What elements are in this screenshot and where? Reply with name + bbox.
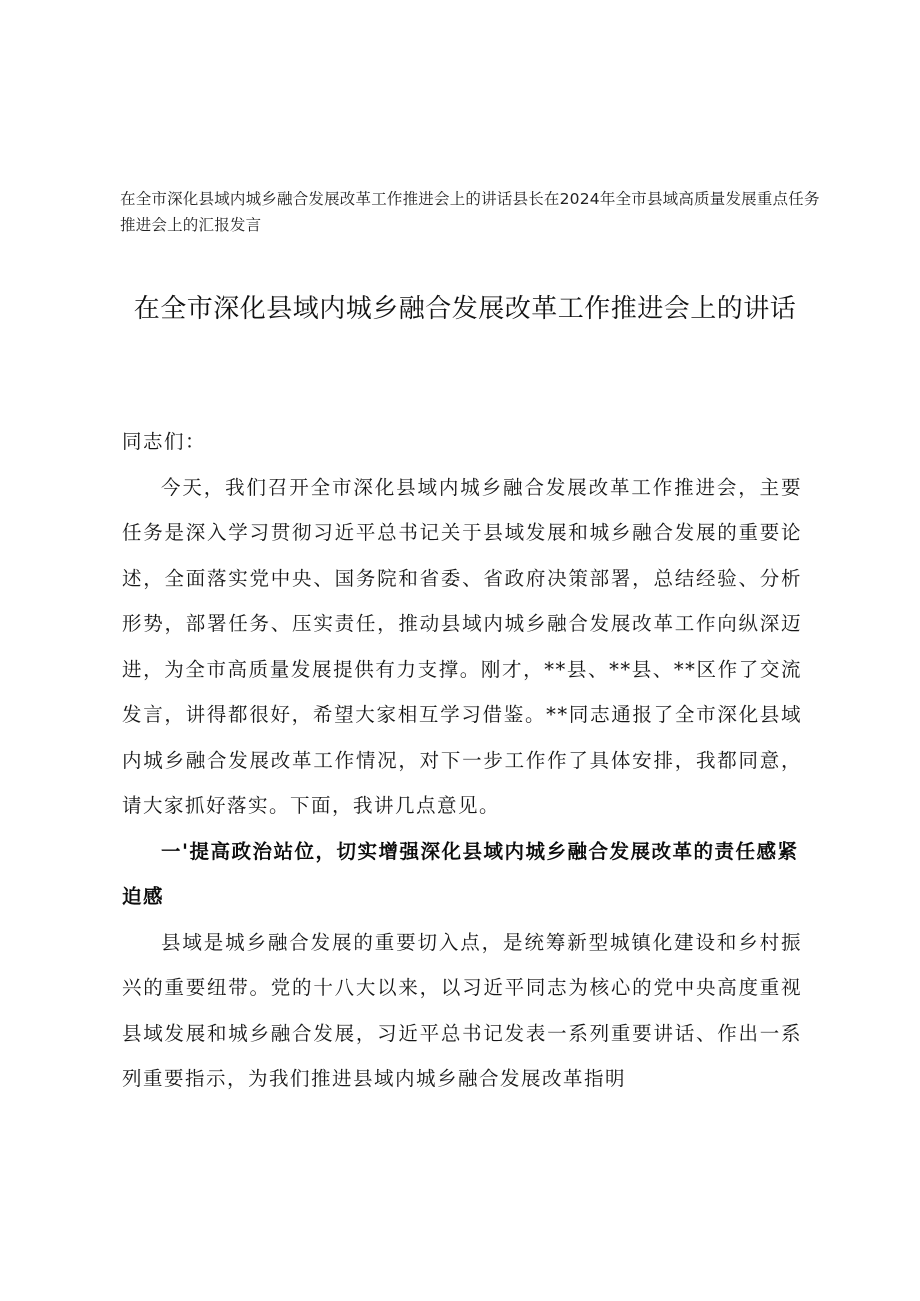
document-header: 在全市深化县域内城乡融合发展改革工作推进会上的讲话县长在2024年全市县域高质量发展重点任务推进会上的汇报发言 <box>120 190 820 234</box>
salutation: 同志们： <box>122 430 207 453</box>
section-1-paragraph: 县域是城乡融合发展的重要切入点，是统筹新型城镇化建设和乡村振兴的重要纽带。党的十八大以来，以习近平同志为核心的党中央高度重视县域发展和城乡融合发展，习近平总书记发表一系列重要讲话、作出一系列重要指示，为我们推进县域内城乡融合发展改革指明 <box>122 930 802 1090</box>
speech-body <box>122 419 802 1102</box>
intro-paragraph: 今天，我们召开全市深化县域内城乡融合发展改革工作推进会，主要任务是深入学习贯彻习近平总书记关于县域发展和城乡融合发展的重要论述，全面落实党中央、国务院和省委、省政府决策部署，总结经验、分析形势，部署任务、压实责任，推动县域内城乡融合发展改革工作向纵深迈进，为全市高质量发展提供有力支撑。刚才，**县、**县、**区作了交流发言，讲得都很好，希望大家相互学习借鉴。**同志通报了全市深化县域内城乡融合发展改革工作情况，对下一步工作作了具体安排，我都同意，请大家抓好落实。下面，我讲几点意见。 <box>122 475 802 817</box>
section-1-heading: 一'提高政治站位，切实增强深化县域内城乡融合发展改革的责任感紧迫感 <box>122 839 799 908</box>
speech-title: 在全市深化县域内城乡融合发展改革工作推进会上的讲话 <box>133 294 797 324</box>
